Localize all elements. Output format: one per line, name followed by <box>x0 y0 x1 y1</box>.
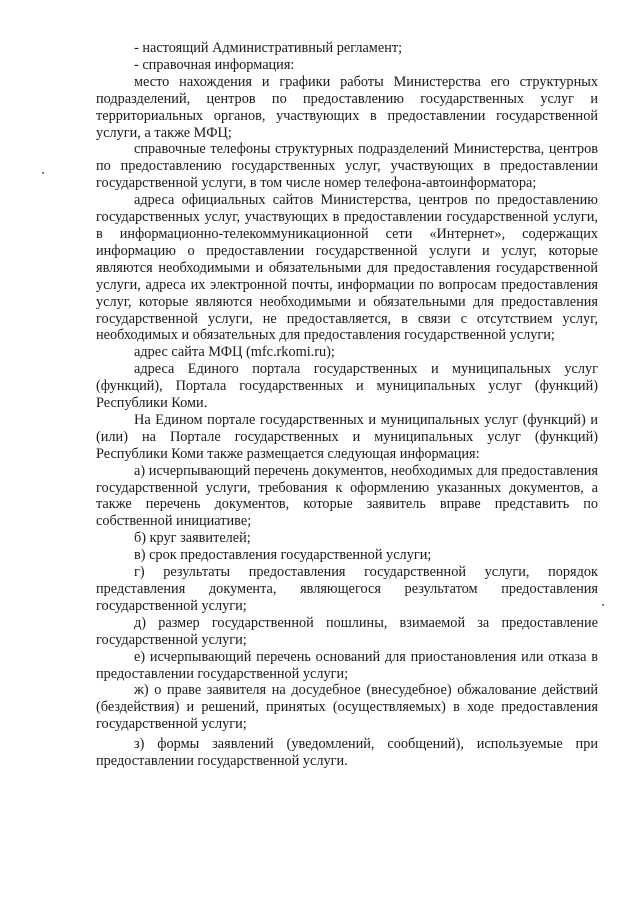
paragraph-12: г) результаты предоставления государственной услуги, порядок представления документа, являющегося результатом предоставления государственной услуги; <box>96 564 598 614</box>
scan-speck <box>42 172 44 174</box>
paragraph-3: место нахождения и графики работы Министерства его структурных подразделений, центров по предоставлению государственных услуг и территориальных органов, участвующих в предоставлении государственной услуги, а также МФЦ; <box>96 73 598 141</box>
paragraph-4: справочные телефоны структурных подразделений Министерства, центров по предоставлению государственных услуг, участвующих в предоставлении государственной услуги, в том числе номер телефона-автоинформатора; <box>96 141 598 192</box>
paragraph-16: з) формы заявлений (уведомлений, сообщений), используемые при предоставлении государственной услуги. <box>96 736 598 770</box>
paragraph-1: - настоящий Административный регламент; <box>134 40 403 56</box>
scan-speck <box>602 604 604 606</box>
paragraph-5: адреса официальных сайтов Министерства, центров по предоставлению государственных услуг, участвующих в предоставлении государственной услуги, в информационно-телекоммуникационной сети «Интернет», содержащих информацию о предоставлении государственной услуги и услуг, которые являются необходимыми и обязательными для предоставления государственной услуги, адреса их электронной почты, информации по вопросам предоставления услуг, которые являются необходимыми и обязательными для предоставления государственной услуги, не предоставляется, в связи с отсутствием услуг, необходимых и обязательных для предоставления государственной услуги; <box>96 192 598 344</box>
paragraph-8: На Едином портале государственных и муниципальных услуг (функций) и (или) на Портале государственных и муниципальных услуг (функций) Республики Коми также размещается следующая информация: <box>96 411 598 462</box>
paragraph-7: адреса Единого портала государственных и муниципальных услуг (функций), Портала государственных и муниципальных услуг (функций) Республики Коми. <box>96 361 598 412</box>
paragraph-10: б) круг заявителей; <box>134 530 251 547</box>
paragraph-6: адрес сайта МФЦ (mfc.rkomi.ru); <box>134 344 335 361</box>
paragraph-13: д) размер государственной пошлины, взимаемой за предоставление государственной услуги; <box>96 614 598 648</box>
paragraph-2: - справочная информация: <box>134 56 295 73</box>
document-body <box>96 40 598 770</box>
paragraph-15: ж) о праве заявителя на досудебное (внесудебное) обжалование действий (бездействия) и решений, принятых (осуществляемых) в ходе предоставления государственной услуги; <box>96 682 598 733</box>
paragraph-11: в) срок предоставления государственной услуги; <box>134 547 432 564</box>
paragraph-9: а) исчерпывающий перечень документов, необходимых для предоставления государственной услуги, требования к оформлению указанных документов, а также перечень документов, которые заявитель вправе представить по собственной инициативе; <box>96 462 598 530</box>
paragraph-14: е) исчерпывающий перечень оснований для приостановления или отказа в предоставлении государственной услуги; <box>96 648 598 682</box>
